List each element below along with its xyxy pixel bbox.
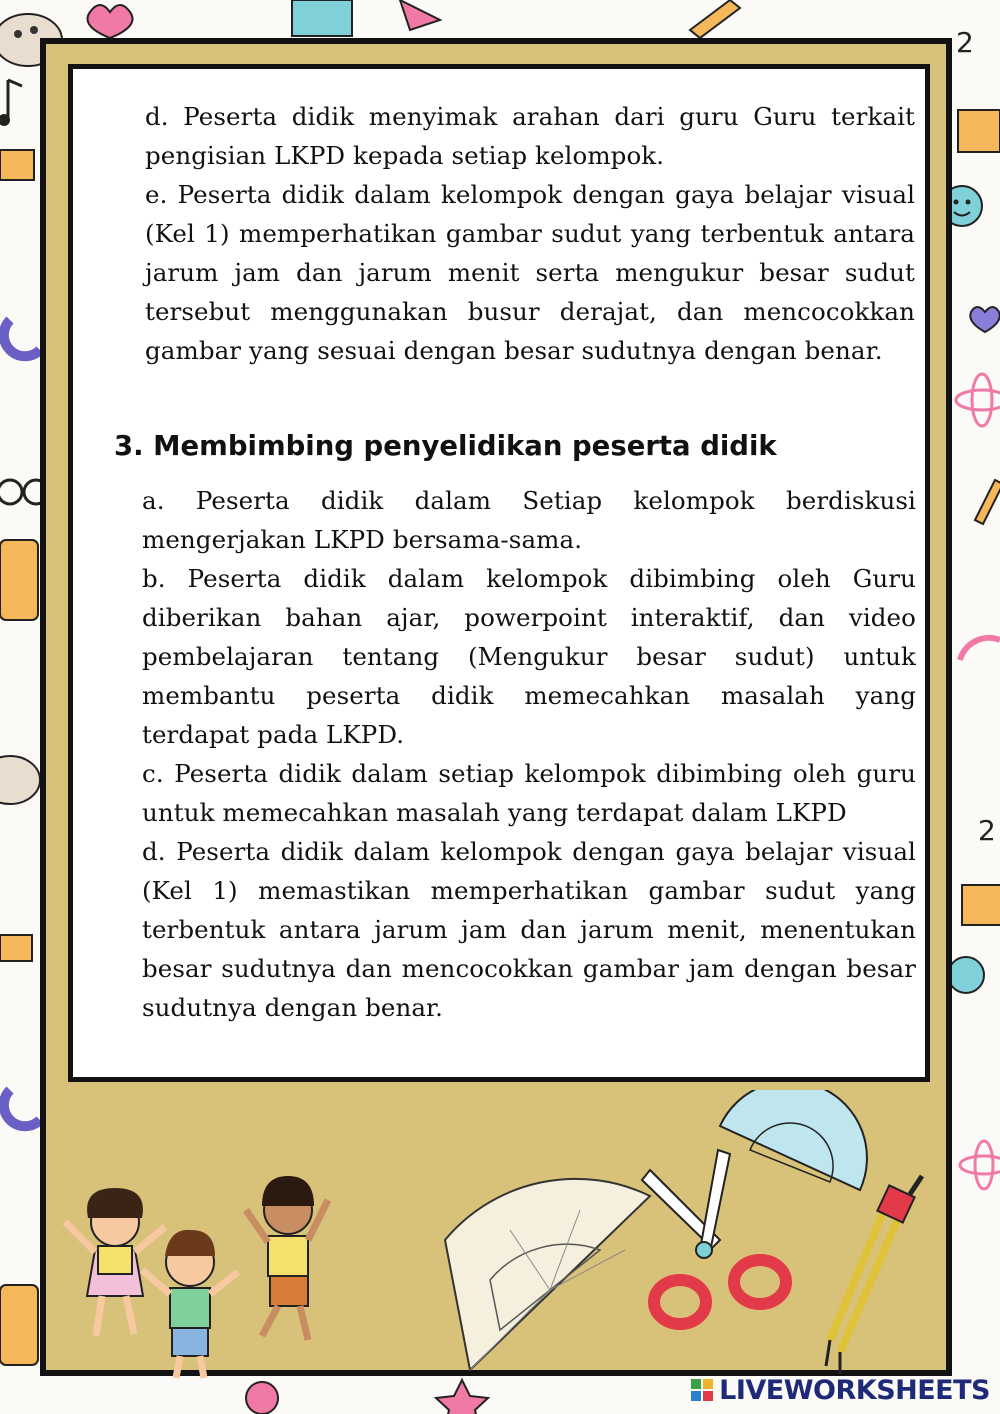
doodle-star-icon: [436, 1380, 488, 1414]
doodle-rainbow-icon: [960, 638, 1000, 660]
doodle-magnet-icon: [4, 320, 40, 356]
liveworksheets-watermark: [691, 1372, 990, 1408]
doodle-box-lower-icon: [962, 885, 1000, 925]
doodle-box-icon: [958, 110, 1000, 152]
scissors-icon: [642, 1150, 786, 1324]
doodle-heart-small-icon: [970, 307, 999, 332]
doodle-ruler-lower-icon: [0, 935, 32, 961]
doodle-atom-icon: [956, 374, 1000, 426]
bottom-illustration: [40, 1090, 952, 1380]
item-a-text: a. Peserta didik dalam Setiap kelompok berdiskusi mengerjakan LKPD bersama-sama.: [142, 486, 916, 554]
doodle-pencil-icon: [690, 0, 740, 38]
doodle-magnet-lower-icon: [4, 1090, 40, 1126]
svg-text:2: 2: [956, 26, 974, 59]
svg-text:2: 2: [978, 814, 996, 847]
protractor-icon: [445, 1179, 650, 1370]
doodle-book-icon: [292, 0, 352, 36]
section-3-heading: 3. Membimbing penyelidikan peserta didik: [114, 430, 777, 462]
doodle-rocket-icon: [400, 0, 440, 30]
steps-d-e: [145, 97, 915, 370]
doodle-pencil-side-icon: [975, 480, 1000, 524]
doodle-face-icon: [246, 1382, 278, 1414]
section-3-items: [142, 481, 916, 1027]
watermark-text: LIVEWORKSHEETS: [719, 1374, 990, 1406]
protractor-blue-icon: [720, 1090, 867, 1190]
compass-icon: [826, 1176, 922, 1374]
doodle-ruler-icon: [0, 150, 34, 180]
item-b-text: b. Peserta didik dalam kelompok dibimbing oleh Guru diberikan bahan ajar, powerpoint interaktif, dan video pembelajaran tentang (Mengukur besar sudut) untuk membantu peserta didik memecahkan masalah yang terdapat pada LKPD.: [142, 564, 916, 749]
step-e-text: e. Peserta didik dalam kelompok dengan gaya belajar visual (Kel 1) memperhatikan gambar sudut yang terbentuk antara jarum jam dan jarum menit serta mengukur besar sudut tersebut menggunakan busur derajat, dan mencocokkan gambar yang sesuai dengan besar sudutnya dengan benar.: [145, 180, 915, 365]
step-d-text: d. Peserta didik menyimak arahan dari guru Guru terkait pengisian LKPD kepada setiap kelompok.: [145, 102, 915, 170]
item-d-text: d. Peserta didik dalam kelompok dengan gaya belajar visual (Kel 1) memastikan memperhatikan gambar sudut yang terbentuk antara jarum jam dan jarum menit, menentukan besar sudutnya dan mencocokkan gambar jam dengan besar sudutnya dengan benar.: [142, 837, 916, 1022]
children-illustration-icon: [65, 1176, 328, 1378]
liveworksheets-logo-icon: [691, 1379, 713, 1401]
doodle-palette-lower-icon: [0, 756, 40, 804]
doodle-atom-lower-icon: [960, 1141, 1000, 1189]
item-c-text: c. Peserta didik dalam setiap kelompok dibimbing oleh guru untuk memecahkan masalah yang terdapat dalam LKPD: [142, 759, 916, 827]
doodle-smile-lower-icon: [948, 957, 984, 993]
doodle-music-note-icon: [0, 80, 22, 126]
doodle-heart-icon: [88, 5, 133, 38]
